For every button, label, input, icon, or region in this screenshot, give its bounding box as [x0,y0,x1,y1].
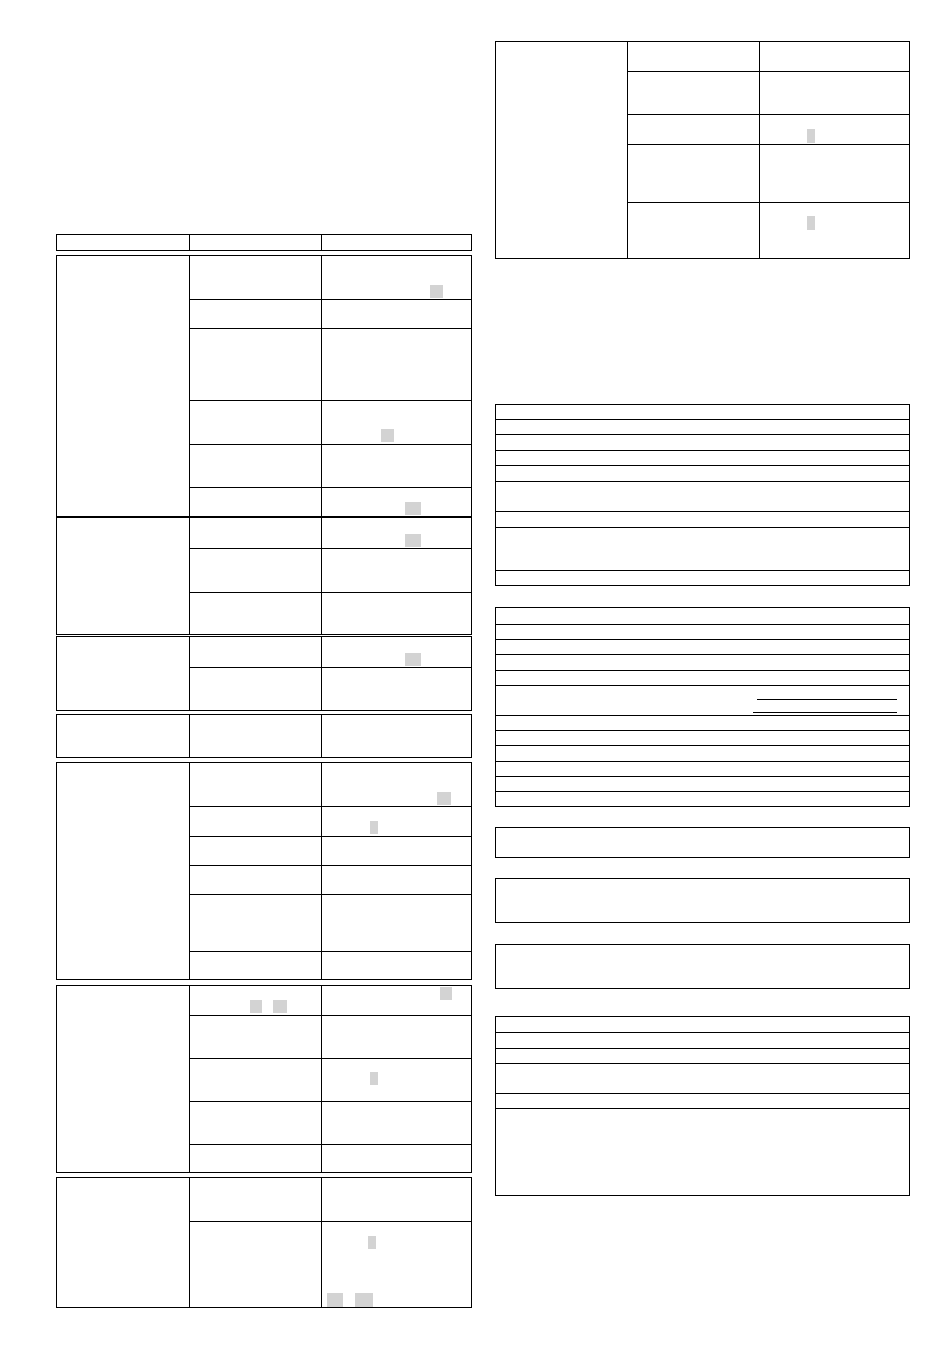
placeholder-mark [273,1000,287,1013]
placeholder-mark [250,1000,262,1013]
placeholder-mark [405,534,421,547]
troubleshooting-group-2 [56,517,472,635]
specifications-table-2 [495,607,910,807]
underline [753,712,897,713]
troubleshooting-group-6 [56,985,472,1173]
placeholder-mark [807,129,815,143]
placeholder-mark [440,987,452,1000]
underline [757,699,897,700]
placeholder-mark [368,1236,376,1249]
placeholder-mark [405,502,421,515]
placeholder-mark [370,821,378,834]
placeholder-mark [430,285,443,298]
note-box-1 [495,827,910,858]
troubleshooting-group-8 [495,41,910,259]
troubleshooting-group-1 [56,255,472,517]
placeholder-mark [370,1072,378,1085]
placeholder-mark [437,792,451,805]
specifications-table-1 [495,404,910,586]
note-box-3 [495,944,910,989]
specifications-table-3 [495,1016,910,1196]
troubleshooting-table-header [56,234,472,251]
placeholder-mark [327,1293,343,1307]
placeholder-mark [355,1293,373,1307]
troubleshooting-group-4 [56,714,472,758]
placeholder-mark [381,429,394,442]
note-box-2 [495,878,910,923]
troubleshooting-group-3 [56,636,472,711]
placeholder-mark [807,216,815,230]
troubleshooting-group-5 [56,762,472,980]
placeholder-mark [405,653,421,666]
troubleshooting-group-7 [56,1177,472,1308]
